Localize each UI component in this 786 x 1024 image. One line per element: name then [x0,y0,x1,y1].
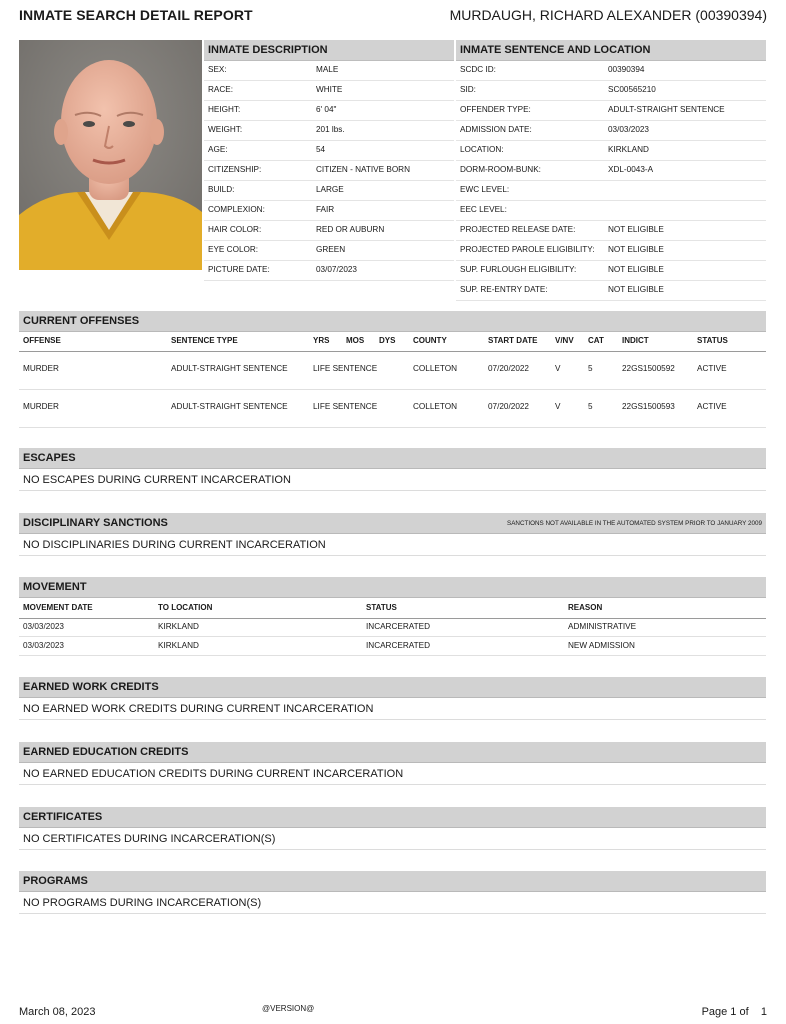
sentence-value: KIRKLAND [608,145,649,154]
offense-column-header: V/NV [555,336,574,345]
offense-cell: ACTIVE [697,364,727,373]
offense-column-header: COUNTY [413,336,447,345]
movement-row [19,618,766,637]
movement-row [19,637,766,656]
description-value: LARGE [316,185,344,194]
description-row [204,181,454,201]
disciplinary-sanctions-title: DISCIPLINARY SANCTIONS [23,517,168,529]
description-row [204,101,454,121]
offense-cell: ADULT-STRAIGHT SENTENCE [171,402,288,411]
certificates-message: NO CERTIFICATES DURING INCARCERATION(S) [19,829,766,850]
movement-cell: 03/03/2023 [23,641,64,650]
offense-cell: V [555,402,561,411]
sentence-row [456,81,766,101]
offense-row [19,352,766,390]
description-label: RACE: [208,85,234,94]
offense-column-header: START DATE [488,336,538,345]
movement-column-header: MOVEMENT DATE [23,603,93,612]
offense-cell: 5 [588,402,593,411]
offense-cell: 07/20/2022 [488,364,529,373]
sentence-row [456,121,766,141]
current-offenses-heading [19,311,766,332]
offense-cell: V [555,364,561,373]
report-title: INMATE SEARCH DETAIL REPORT [19,7,253,23]
description-row [204,61,454,81]
version-tag: @VERSION@ [262,1004,315,1013]
sentence-row [456,61,766,81]
sentence-label: SCDC ID: [460,65,496,74]
earned-education-credits-title: EARNED EDUCATION CREDITS [23,746,189,758]
offense-row [19,390,766,428]
description-row [204,141,454,161]
movement-column-header: STATUS [366,603,397,612]
offense-cell: ADULT-STRAIGHT SENTENCE [171,364,288,373]
offense-cell: ACTIVE [697,402,727,411]
sentence-value: NOT ELIGIBLE [608,265,664,274]
description-row [204,261,454,281]
description-row [204,81,454,101]
movement-column-header: REASON [568,603,603,612]
sentence-value: NOT ELIGIBLE [608,285,664,294]
inmate-name: MURDAUGH, RICHARD ALEXANDER (00390394) [449,7,767,23]
description-value: CITIZEN - NATIVE BORN [316,165,411,174]
sentence-row [456,101,766,121]
inmate-description-heading: INMATE DESCRIPTION [204,40,454,61]
sentence-label: EEC LEVEL: [460,205,507,214]
earned-education-credits-heading [19,742,766,763]
movement-cell: 03/03/2023 [23,622,64,631]
movement-cell: INCARCERATED [366,641,430,650]
movement-cell: KIRKLAND [158,622,199,631]
description-label: PICTURE DATE: [208,265,270,274]
certificates-heading [19,807,766,828]
movement-cell: KIRKLAND [158,641,199,650]
sentence-label: LOCATION: [460,145,504,154]
current-offenses-title: CURRENT OFFENSES [23,315,140,327]
movement-cell: ADMINISTRATIVE [568,622,637,631]
sentence-location-heading: INMATE SENTENCE AND LOCATION [456,40,766,61]
sentence-label: OFFENDER TYPE: [460,105,531,114]
description-value: 03/07/2023 [316,265,357,274]
sentence-value: ADULT-STRAIGHT SENTENCE [608,105,725,114]
offense-cell: COLLETON [413,402,457,411]
offense-column-header: MOS [346,336,365,345]
description-value: MALE [316,65,339,74]
offense-cell: 07/20/2022 [488,402,529,411]
inmate-photo [19,40,202,270]
sentence-row [456,221,766,241]
sentence-value: XDL-0043-A [608,165,654,174]
offenses-column-headers [19,332,766,352]
description-label: CITIZENSHIP: [208,165,262,174]
inmate-description-panel [204,40,454,281]
sentence-label: SUP. FURLOUGH ELIGIBILITY: [460,265,577,274]
description-value: 6' 04" [316,105,337,114]
sentence-row [456,141,766,161]
disciplinary-message: NO DISCIPLINARIES DURING CURRENT INCARCERATION [19,535,766,556]
programs-title: PROGRAMS [23,875,88,887]
description-label: SEX: [208,65,227,74]
page-number: Page 1 of 1 [701,1006,767,1018]
description-value: GREEN [316,245,346,254]
offense-column-header: OFFENSE [23,336,61,345]
movement-title: MOVEMENT [23,581,87,593]
movement-column-header: TO LOCATION [158,603,213,612]
offense-cell: LIFE SENTENCE [313,364,378,373]
sentence-value: SC00565210 [608,85,656,94]
disciplinary-sanctions-heading [19,513,766,534]
escapes-message: NO ESCAPES DURING CURRENT INCARCERATION [19,470,766,491]
description-value: 54 [316,145,326,154]
movement-cell: NEW ADMISSION [568,641,635,650]
description-value: FAIR [316,205,335,214]
work-credits-message: NO EARNED WORK CREDITS DURING CURRENT INCARCERATION [19,699,766,720]
description-row [204,241,454,261]
offense-column-header: INDICT [622,336,649,345]
earned-work-credits-heading [19,677,766,698]
offense-column-header: STATUS [697,336,728,345]
description-label: BUILD: [208,185,235,194]
sentence-label: SID: [460,85,476,94]
movement-heading [19,577,766,598]
offense-cell: 22GS1500593 [622,402,675,411]
sentence-location-panel [456,40,766,301]
certificates-title: CERTIFICATES [23,811,103,823]
offense-column-header: SENTENCE TYPE [171,336,238,345]
description-label: WEIGHT: [208,125,243,134]
description-value: RED OR AUBURN [316,225,385,234]
sentence-row [456,181,766,201]
sentence-value: NOT ELIGIBLE [608,245,664,254]
sentence-value: 03/03/2023 [608,125,649,134]
offense-cell: MURDER [23,402,59,411]
sentence-row [456,161,766,181]
programs-message: NO PROGRAMS DURING INCARCERATION(S) [19,893,766,914]
inmate-portrait-image [19,40,202,270]
sentence-label: SUP. RE-ENTRY DATE: [460,285,548,294]
earned-work-credits-title: EARNED WORK CREDITS [23,681,159,693]
sentence-label: PROJECTED RELEASE DATE: [460,225,576,234]
sentence-row [456,241,766,261]
offense-cell: 5 [588,364,593,373]
sentence-value: NOT ELIGIBLE [608,225,664,234]
offense-cell: MURDER [23,364,59,373]
sentence-row [456,201,766,221]
sentence-value: 00390394 [608,65,645,74]
sentence-label: EWC LEVEL: [460,185,510,194]
movement-cell: INCARCERATED [366,622,430,631]
description-row [204,161,454,181]
sentence-label: PROJECTED PAROLE ELIGIBILITY: [460,245,595,254]
description-label: HEIGHT: [208,105,241,114]
offense-column-header: DYS [379,336,396,345]
sentence-row [456,281,766,301]
sanctions-note: SANCTIONS NOT AVAILABLE IN THE AUTOMATED SYSTEM PRIOR TO JANUARY 2009 [507,520,762,527]
escapes-title: ESCAPES [23,452,76,464]
sentence-row [456,261,766,281]
description-label: HAIR COLOR: [208,225,262,234]
offense-column-header: YRS [313,336,330,345]
description-label: COMPLEXION: [208,205,265,214]
escapes-heading [19,448,766,469]
education-credits-message: NO EARNED EDUCATION CREDITS DURING CURRENT INCARCERATION [19,764,766,785]
description-row [204,201,454,221]
offense-column-header: CAT [588,336,604,345]
description-value: WHITE [316,85,343,94]
movement-column-headers [19,599,766,619]
description-label: AGE: [208,145,228,154]
offense-cell: LIFE SENTENCE [313,402,378,411]
sentence-label: ADMISSION DATE: [460,125,532,134]
programs-heading [19,871,766,892]
sentence-label: DORM-ROOM-BUNK: [460,165,541,174]
description-value: 201 lbs. [316,125,345,134]
description-row [204,121,454,141]
description-row [204,221,454,241]
description-label: EYE COLOR: [208,245,259,254]
report-date: March 08, 2023 [19,1006,96,1018]
offense-cell: 22GS1500592 [622,364,675,373]
offense-cell: COLLETON [413,364,457,373]
